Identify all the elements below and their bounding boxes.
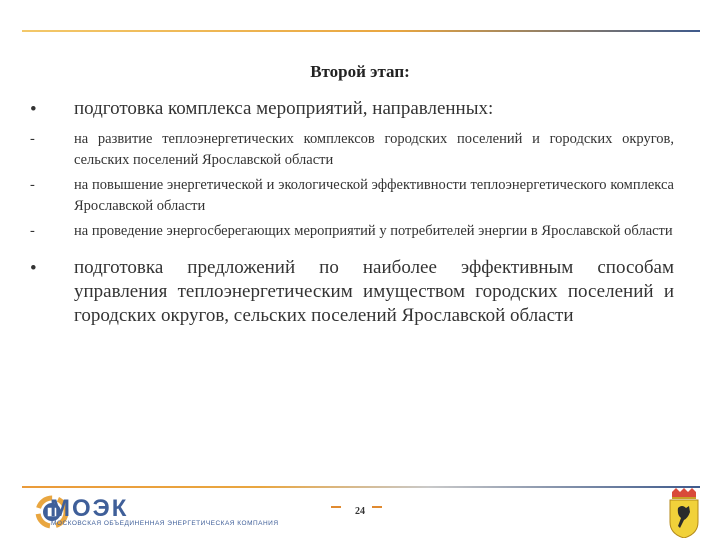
page-number-mark-left [331,506,341,508]
slide-title: Второй этап: [310,62,410,81]
header-divider [22,30,700,32]
bullet-marker: • [30,258,37,279]
page-number: 24 [355,506,365,517]
logo-name: МОЭК [50,495,129,522]
sub-list [28,129,674,242]
bullet-item [28,97,674,123]
yaroslavl-coat-of-arms-icon [664,488,704,538]
footer-divider [22,486,700,488]
sub-item [28,129,674,171]
sub-item-text: на развитие теплоэнергетических комплексов городских поселений и городских округов, сельских поселений Ярославской области [74,131,674,168]
sub-item-text: на проведение энергосберегающих мероприятий у потребителей энергии в Ярославской области [74,223,673,239]
logo-subtitle: МОСКОВСКАЯ ОБЪЕДИНЕННАЯ ЭНЕРГЕТИЧЕСКАЯ КОМПАНИЯ [51,520,279,527]
sub-item-marker: - [30,223,35,239]
sub-item [28,221,674,242]
bullet-item [28,256,674,328]
sub-item [28,175,674,217]
bullet-text: подготовка комплекса мероприятий, направленных: [74,98,494,119]
sub-item-text: на повышение энергетической и экологической эффективности теплоэнергетического комплекса Ярославской области [74,177,674,214]
bullet-marker: • [30,99,37,120]
bullet-text: подготовка предложений по наиболее эффективным способам управления теплоэнергетическим имуществом городских поселений и городских округов, сельских поселений Ярославской области [74,257,674,326]
page-number-mark-right [372,506,382,508]
sub-item-marker: - [30,131,35,147]
slide-content [28,97,674,328]
sub-item-marker: - [30,177,35,193]
